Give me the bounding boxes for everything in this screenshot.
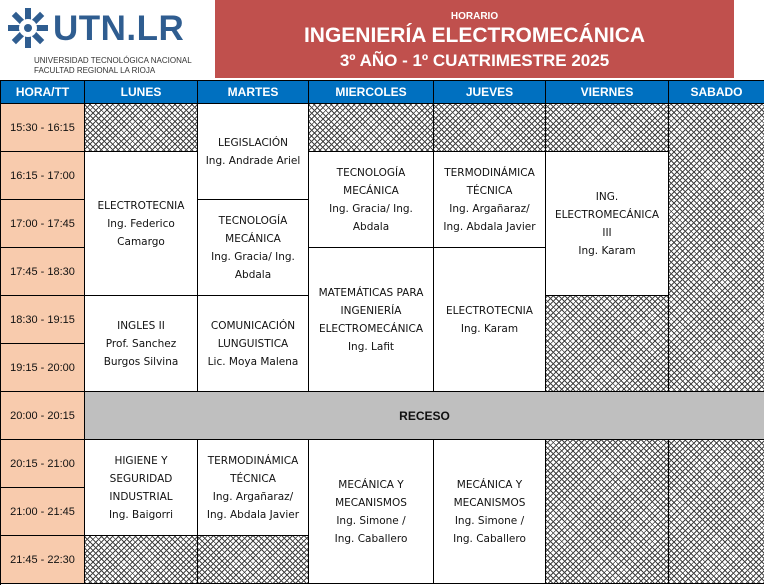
- empty-slot: [309, 104, 434, 152]
- banner-career: INGENIERÍA ELECTROMECÁNICA: [303, 24, 646, 47]
- class-electrotecnia-thursday: ELECTROTECNIA Ing. Karam: [434, 248, 546, 392]
- class-mecanica-wednesday: MECÁNICA Y MECANISMOS Ing. Simone / Ing. Caballero: [309, 440, 434, 584]
- time-slot: 21:45 - 22:30: [1, 536, 85, 584]
- header-thursday: JUEVES: [434, 81, 546, 104]
- class-electromecanica-friday: ING. ELECTROMECÁNICA III Ing. Karam: [546, 152, 669, 296]
- class-matematicas-wednesday: MATEMÁTICAS PARA INGENIERÍA ELECTROMECÁNICA Ing. Lafit: [309, 248, 434, 392]
- empty-slot: [198, 536, 309, 584]
- empty-slot: [85, 536, 198, 584]
- time-slot: 20:00 - 20:15: [1, 392, 85, 440]
- recess-row: RECESO: [85, 392, 764, 440]
- banner-label: HORARIO: [450, 11, 499, 22]
- time-slot: 20:15 - 21:00: [1, 440, 85, 488]
- time-slot: 21:00 - 21:45: [1, 488, 85, 536]
- header-tuesday: MARTES: [198, 81, 309, 104]
- logo-university: UNIVERSIDAD TECNOLÓGICA NACIONAL FACULTAD REGIONAL LA RIOJA: [34, 56, 192, 75]
- class-termodinamica-thursday: TERMODINÁMICA TÉCNICA Ing. Argañaraz/ Ing. Abdala Javier: [434, 152, 546, 248]
- schedule-banner: [215, 0, 734, 78]
- time-slot: 17:00 - 17:45: [1, 200, 85, 248]
- time-slot: 18:30 - 19:15: [1, 296, 85, 344]
- empty-slot: [85, 104, 198, 152]
- empty-slot-saturday: [669, 440, 764, 584]
- class-mecanica-thursday: MECÁNICA Y MECANISMOS Ing. Simone / Ing. Caballero: [434, 440, 546, 584]
- header-wednesday: MIERCOLES: [309, 81, 434, 104]
- banner-period: 3º AÑO - 1º CUATRIMESTRE 2025: [339, 51, 610, 70]
- utn-emblem-icon: [6, 6, 50, 50]
- class-tecnologia-wednesday: TECNOLOGÍA MECÁNICA Ing. Gracia/ Ing. Abdala: [309, 152, 434, 248]
- empty-slot-saturday: [669, 104, 764, 392]
- utn-logo: [6, 6, 206, 78]
- header-hour: HORA/TT: [1, 81, 85, 104]
- schedule-table: [0, 80, 764, 585]
- class-comunicacion-tuesday: COMUNICACIÓN LUNGUISTICA Lic. Moya Malena: [198, 296, 309, 392]
- time-slot: 17:45 - 18:30: [1, 248, 85, 296]
- header: [0, 0, 764, 80]
- class-ingles-monday: INGLES II Prof. Sanchez Burgos Silvina: [85, 296, 198, 392]
- time-slot: 16:15 - 17:00: [1, 152, 85, 200]
- header-monday: LUNES: [85, 81, 198, 104]
- time-slot: 15:30 - 16:15: [1, 104, 85, 152]
- time-slot: 19:15 - 20:00: [1, 344, 85, 392]
- header-friday: VIERNES: [546, 81, 669, 104]
- class-tecnologia-tuesday: TECNOLOGÍA MECÁNICA Ing. Gracia/ Ing. Abdala: [198, 200, 309, 296]
- empty-slot: [546, 440, 669, 584]
- empty-slot: [546, 104, 669, 152]
- header-saturday: SABADO: [669, 81, 764, 104]
- class-higiene-monday: HIGIENE Y SEGURIDAD INDUSTRIAL Ing. Baigorri: [85, 440, 198, 536]
- empty-slot: [546, 296, 669, 392]
- empty-slot: [434, 104, 546, 152]
- class-termodinamica-tuesday: TERMODINÁMICA TÉCNICA Ing. Argañaraz/ Ing. Abdala Javier: [198, 440, 309, 536]
- class-legislacion-tuesday: LEGISLACIÓN Ing. Andrade Ariel: [198, 104, 309, 200]
- class-electrotecnia-monday: ELECTROTECNIA Ing. Federico Camargo: [85, 152, 198, 296]
- logo-wordmark: UTN.LR: [53, 9, 185, 48]
